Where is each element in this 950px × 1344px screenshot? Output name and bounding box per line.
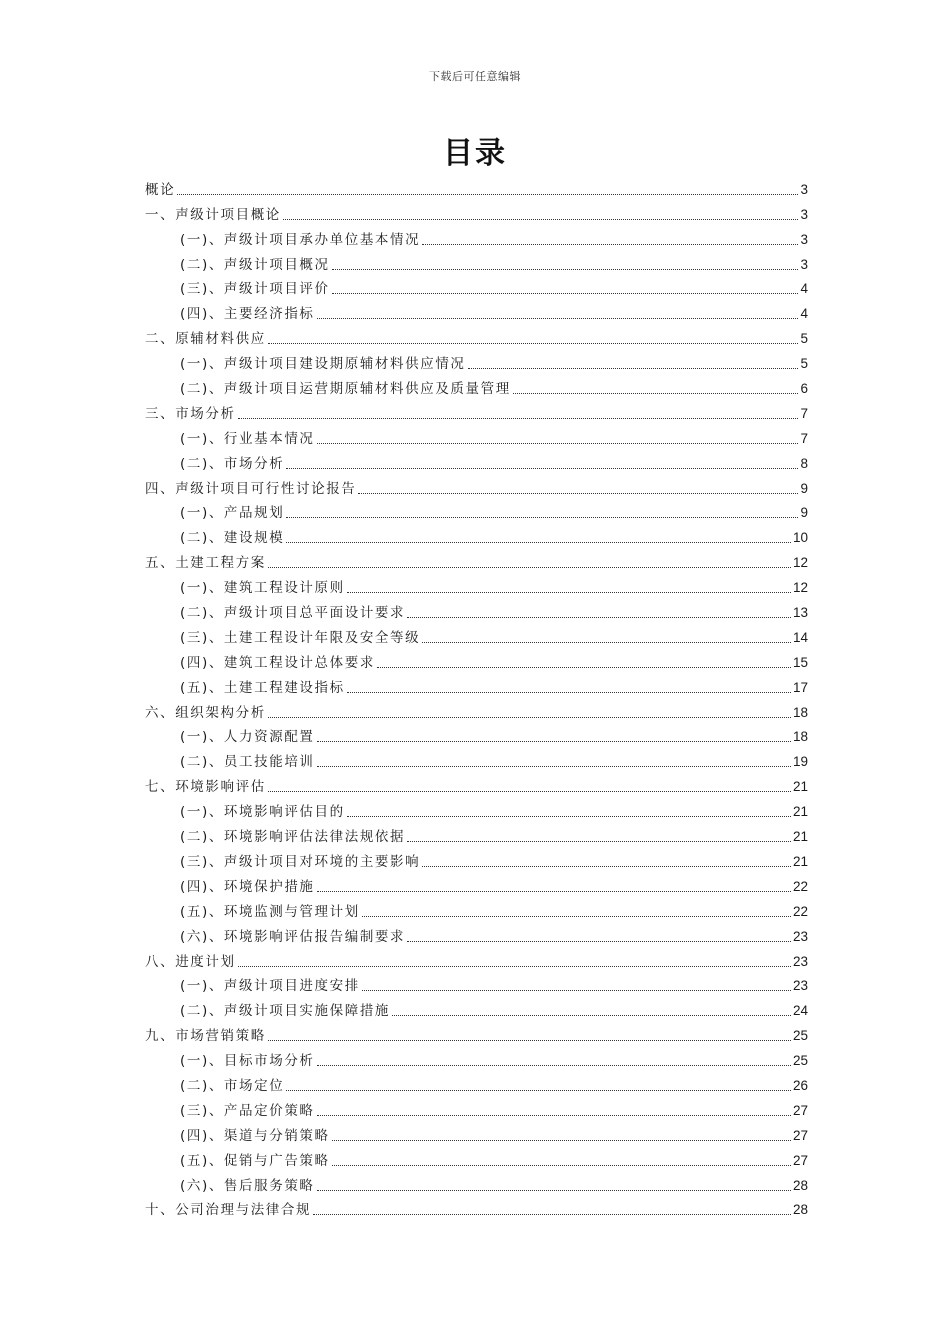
toc-dot-leader [362, 990, 791, 991]
toc-entry-label: (一)、声级计项目建设期原辅材料供应情况 [180, 356, 466, 373]
toc-entry[interactable] [145, 498, 808, 523]
toc-entry-label: (五)、环境监测与管理计划 [180, 903, 360, 920]
toc-entry-label: (三)、声级计项目对环境的主要影响 [180, 853, 421, 870]
toc-entry-page-number: 9 [800, 480, 808, 496]
toc-entry-label: 六、组织架构分析 [145, 704, 266, 721]
toc-entry-label: (二)、声级计项目概况 [180, 256, 330, 273]
toc-dot-leader [422, 642, 791, 643]
toc-entry[interactable] [145, 348, 808, 373]
toc-entry-label: (一)、环境影响评估目的 [180, 804, 345, 821]
toc-entry-label: (五)、土建工程建设指标 [180, 679, 345, 696]
toc-dot-leader [377, 667, 791, 668]
toc-entry[interactable] [145, 1070, 808, 1095]
toc-entry-label: (四)、主要经济指标 [180, 306, 315, 323]
toc-entry[interactable] [145, 473, 808, 498]
toc-entry[interactable] [145, 323, 808, 348]
toc-entry-page-number: 27 [792, 1127, 808, 1143]
toc-entry-page-number: 15 [792, 654, 808, 670]
toc-entry-label: 一、声级计项目概论 [145, 206, 281, 223]
toc-entry-label: 十、公司治理与法律合规 [145, 1202, 312, 1219]
toc-entry-label: (三)、声级计项目评价 [180, 281, 330, 298]
toc-entry-page-number: 6 [800, 381, 808, 397]
toc-dot-leader [286, 468, 798, 469]
toc-entry-label: (一)、声级计项目进度安排 [180, 978, 360, 995]
toc-dot-leader [286, 517, 798, 518]
toc-dot-leader [268, 343, 799, 344]
toc-entry-page-number: 10 [792, 530, 808, 546]
toc-dot-leader [268, 567, 791, 568]
toc-entry-page-number: 23 [792, 978, 808, 994]
toc-entry-page-number: 27 [792, 1152, 808, 1168]
toc-entry-label: (二)、声级计项目实施保障措施 [180, 1003, 391, 1020]
toc-entry[interactable] [145, 995, 808, 1020]
toc-dot-leader [317, 891, 791, 892]
toc-entry-page-number: 4 [800, 281, 808, 297]
toc-entry[interactable] [145, 1120, 808, 1145]
toc-entry[interactable] [145, 722, 808, 747]
toc-entry-label: (四)、渠道与分销策略 [180, 1127, 330, 1144]
toc-entry[interactable] [145, 622, 808, 647]
toc-entry-label: (一)、产品规划 [180, 505, 285, 522]
toc-entry-page-number: 24 [792, 1003, 808, 1019]
toc-entry-page-number: 4 [800, 306, 808, 322]
toc-entry[interactable] [145, 547, 808, 572]
toc-entry-page-number: 22 [792, 903, 808, 919]
toc-entry[interactable] [145, 597, 808, 622]
toc-dot-leader [362, 916, 791, 917]
toc-dot-leader [238, 418, 799, 419]
toc-dot-leader [347, 816, 791, 817]
toc-entry-label: 二、原辅材料供应 [145, 331, 266, 348]
toc-entry[interactable] [145, 946, 808, 971]
toc-entry-page-number: 7 [800, 430, 808, 446]
toc-entry-page-number: 14 [792, 629, 808, 645]
toc-dot-leader [392, 1015, 791, 1016]
toc-entry[interactable] [145, 746, 808, 771]
toc-entry-label: 三、市场分析 [145, 405, 236, 422]
toc-entry-label: (二)、环境影响评估法律法规依据 [180, 829, 406, 846]
toc-entry-page-number: 9 [800, 505, 808, 521]
toc-entry[interactable] [145, 871, 808, 896]
toc-entry[interactable] [145, 1170, 808, 1195]
toc-entry-page-number: 22 [792, 878, 808, 894]
toc-entry-page-number: 18 [792, 704, 808, 720]
toc-dot-leader [268, 1040, 791, 1041]
toc-entry[interactable] [145, 298, 808, 323]
toc-entry[interactable] [145, 821, 808, 846]
toc-entry-label: 七、环境影响评估 [145, 779, 266, 796]
toc-dot-leader [317, 443, 799, 444]
toc-entry-page-number: 21 [792, 804, 808, 820]
toc-entry-page-number: 18 [792, 729, 808, 745]
toc-entry[interactable] [145, 448, 808, 473]
toc-entry-page-number: 21 [792, 829, 808, 845]
toc-dot-leader [422, 866, 791, 867]
toc-dot-leader [332, 269, 799, 270]
toc-entry-label: (二)、声级计项目运营期原辅材料供应及质量管理 [180, 381, 511, 398]
toc-entry-label: (三)、土建工程设计年限及安全等级 [180, 629, 421, 646]
toc-entry[interactable] [145, 572, 808, 597]
toc-dot-leader [317, 741, 791, 742]
toc-entry-page-number: 26 [792, 1077, 808, 1093]
toc-entry-label: (一)、建筑工程设计原则 [180, 580, 345, 597]
toc-dot-leader [238, 966, 791, 967]
toc-dot-leader [407, 941, 791, 942]
toc-entry[interactable] [145, 522, 808, 547]
toc-entry-label: (二)、市场分析 [180, 455, 285, 472]
toc-dot-leader [332, 293, 799, 294]
toc-entry-page-number: 27 [792, 1102, 808, 1118]
toc-entry-page-number: 21 [792, 779, 808, 795]
toc-entry-label: (六)、售后服务策略 [180, 1177, 315, 1194]
toc-dot-leader [468, 368, 799, 369]
toc-entry[interactable] [145, 896, 808, 921]
toc-dot-leader [347, 692, 791, 693]
toc-entry[interactable] [145, 1095, 808, 1120]
toc-entry-label: (二)、市场定位 [180, 1077, 285, 1094]
toc-dot-leader [317, 766, 791, 767]
toc-entry-label: (六)、环境影响评估报告编制要求 [180, 928, 406, 945]
toc-entry-page-number: 3 [800, 256, 808, 272]
toc-dot-leader [286, 542, 791, 543]
toc-entry-label: (一)、人力资源配置 [180, 729, 315, 746]
toc-entry[interactable] [145, 1195, 808, 1220]
toc-entry-page-number: 3 [800, 181, 808, 197]
toc-entry[interactable] [145, 796, 808, 821]
toc-entry[interactable] [145, 274, 808, 299]
toc-dot-leader [317, 1115, 791, 1116]
toc-dot-leader [286, 1090, 791, 1091]
header-note: 下载后可任意编辑 [429, 70, 521, 83]
toc-entry-page-number: 19 [792, 754, 808, 770]
toc-entry[interactable] [145, 373, 808, 398]
toc-entry[interactable] [145, 423, 808, 448]
toc-entry-label: (二)、员工技能培训 [180, 754, 315, 771]
toc-entry[interactable] [145, 249, 808, 274]
toc-entry[interactable] [145, 647, 808, 672]
toc-entry-label: (五)、促销与广告策略 [180, 1152, 330, 1169]
toc-entry-page-number: 5 [800, 356, 808, 372]
toc-entry-label: 四、声级计项目可行性讨论报告 [145, 480, 357, 497]
toc-entry[interactable] [145, 398, 808, 423]
toc-entry[interactable] [145, 672, 808, 697]
toc-entry-page-number: 28 [792, 1177, 808, 1193]
toc-dot-leader [317, 1065, 791, 1066]
toc-entry-page-number: 21 [792, 853, 808, 869]
toc-dot-leader [332, 1165, 791, 1166]
toc-entry-page-number: 23 [792, 928, 808, 944]
toc-entry-page-number: 3 [800, 206, 808, 222]
toc-entry-page-number: 5 [800, 331, 808, 347]
toc-entry-label: (二)、声级计项目总平面设计要求 [180, 605, 406, 622]
toc-dot-leader [513, 393, 799, 394]
toc-entry-label: 九、市场营销策略 [145, 1028, 266, 1045]
toc-entry-label: (一)、声级计项目承办单位基本情况 [180, 231, 421, 248]
toc-dot-leader [177, 194, 798, 195]
toc-entry[interactable] [145, 224, 808, 249]
toc-dot-leader [358, 493, 798, 494]
toc-entry-label: (二)、建设规模 [180, 530, 285, 547]
table-of-contents [145, 174, 808, 1219]
page-title: 目录 [443, 136, 507, 171]
toc-entry-label: (一)、行业基本情况 [180, 430, 315, 447]
toc-dot-leader [313, 1214, 791, 1215]
toc-dot-leader [268, 717, 791, 718]
toc-dot-leader [332, 1140, 791, 1141]
toc-entry-page-number: 8 [800, 455, 808, 471]
toc-entry[interactable] [145, 1145, 808, 1170]
toc-entry[interactable] [145, 921, 808, 946]
toc-entry-page-number: 25 [792, 1053, 808, 1069]
toc-entry-label: 八、进度计划 [145, 953, 236, 970]
toc-dot-leader [422, 244, 798, 245]
toc-entry-page-number: 12 [792, 580, 808, 596]
toc-entry[interactable] [145, 846, 808, 871]
toc-entry-label: (四)、环境保护措施 [180, 878, 315, 895]
toc-dot-leader [317, 1190, 791, 1191]
toc-entry-page-number: 25 [792, 1028, 808, 1044]
toc-entry-label: 五、土建工程方案 [145, 555, 266, 572]
toc-entry-label: (一)、目标市场分析 [180, 1053, 315, 1070]
toc-entry[interactable] [145, 697, 808, 722]
toc-entry[interactable] [145, 1045, 808, 1070]
toc-entry[interactable] [145, 174, 808, 199]
toc-entry-page-number: 3 [800, 231, 808, 247]
toc-entry[interactable] [145, 771, 808, 796]
toc-entry[interactable] [145, 199, 808, 224]
toc-dot-leader [317, 318, 799, 319]
toc-entry-page-number: 7 [800, 405, 808, 421]
toc-dot-leader [268, 791, 791, 792]
toc-entry-label: 概论 [145, 181, 176, 198]
toc-dot-leader [283, 219, 799, 220]
toc-entry-page-number: 28 [792, 1202, 808, 1218]
toc-entry[interactable] [145, 971, 808, 996]
toc-dot-leader [407, 841, 791, 842]
toc-entry-page-number: 12 [792, 555, 808, 571]
toc-entry[interactable] [145, 1020, 808, 1045]
toc-dot-leader [347, 592, 791, 593]
toc-entry-page-number: 17 [792, 679, 808, 695]
toc-dot-leader [407, 617, 791, 618]
toc-entry-page-number: 13 [792, 605, 808, 621]
toc-entry-label: (四)、建筑工程设计总体要求 [180, 654, 375, 671]
toc-entry-label: (三)、产品定价策略 [180, 1102, 315, 1119]
toc-entry-page-number: 23 [792, 953, 808, 969]
